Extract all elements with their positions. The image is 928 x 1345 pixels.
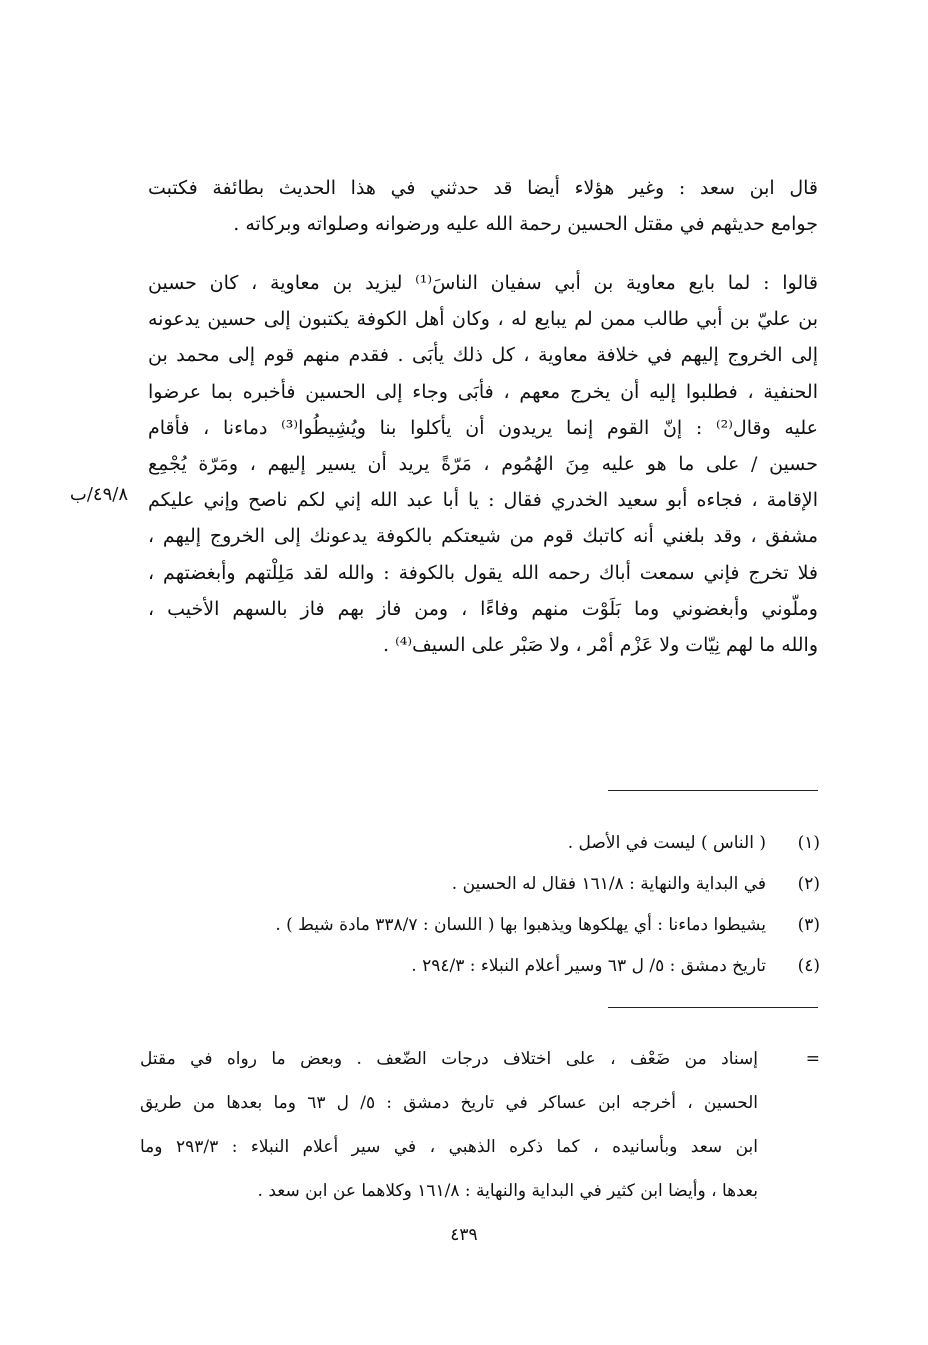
text-line: عليه وقال⁽²⁾ : إنّ القوم إنما يريدون أن يأكلوا بنا ويُشِيطُوا⁽³⁾ دماءنا ، فأقام <box>148 416 818 439</box>
continuation-mark: = <box>805 1049 820 1069</box>
manuscript-folio-note: ٤٩/٨/ب <box>69 484 128 505</box>
text-line: الحنفية ، فطلبوا إليه أن يخرج معهم ، فأبَى وجاء إلى الحسين فأخبره بما عرضوا <box>148 380 818 403</box>
text-line: جوامع حديثهم في مقتل الحسين رحمة الله عليه ورضوانه وصلواته وبركاته . <box>233 213 818 236</box>
text-line: فلا تخرج فإني سمعت أباك رحمه الله يقول بالكوفة : والله لقد مَلِلْتهم وأبغضتهم ، <box>148 561 818 584</box>
continued-note-text <box>140 1037 758 1213</box>
footnote-number: (٢) <box>797 874 820 894</box>
footnote-item <box>150 823 820 864</box>
text-line: والله ما لهم نِيّات ولا عَزْم أمْر ، ولا صَبْر على السيف⁽⁴⁾ . <box>383 634 818 657</box>
footnote-item <box>150 905 820 946</box>
footnote-item <box>150 946 820 987</box>
text-line: إلى الخروج إليهم في خلافة معاوية ، كل ذلك يأبَى . فقدم منهم قوم إلى محمد بن <box>148 344 818 367</box>
footnote-text: في البداية والنهاية : ١٦١/٨ فقال له الحسين . <box>451 874 766 894</box>
footnotes <box>150 823 820 987</box>
text-line: إسناد من ضَعْف ، على اختلاف درجات الضّعف . وبعض ما رواه في مقتل <box>140 1049 758 1069</box>
text-line: حسين / على ما هو عليه مِنَ الهُمُوم ، مَرّةً يريد أن يسير إليهم ، ومَرّة يُجْمِع <box>148 453 818 476</box>
text-line: قال ابن سعد : وغير هؤلاء أيضا قد حدثني في هذا الحديث بطائفة فكتبت <box>148 177 818 199</box>
text-line: الإقامة ، فجاءه أبو سعيد الخدري فقال : يا أبا عبد الله إني لكم ناصح وإني عليكم <box>148 489 818 512</box>
footnote-text: تاريخ دمشق : ٥/ ل ٦٣ وسير أعلام النبلاء : ٢٩٤/٣ . <box>411 956 766 976</box>
footnote-number: (١) <box>797 833 820 853</box>
text-line: مشفق ، وقد بلغني أنه كاتبك قوم من شيعتكم بالكوفة يدعونك إلى الخروج إليهم ، <box>148 525 818 548</box>
footnote-number: (٤) <box>797 956 820 976</box>
text-line: قالوا : لما بايع معاوية بن أبي سفيان الناسَ⁽¹⁾ ليزيد بن معاوية ، كان حسين <box>148 272 818 294</box>
text-line: وملّوني وأبغضوني وما بَلَوْت منهم وفاءًا ، ومن فاز بهم فاز بالسهم الأخيب ، <box>148 597 818 620</box>
intro-paragraph <box>148 170 818 242</box>
page-number: ٤٣٩ <box>450 1225 478 1245</box>
footnote-item <box>150 864 820 905</box>
text-line: بعدها ، وأيضا ابن كثير في البداية والنهاية : ١٦١/٨ وكلاهما عن ابن سعد . <box>257 1181 758 1201</box>
continued-note <box>140 1037 820 1213</box>
footnote-separator <box>608 790 818 791</box>
text-line: الحسين ، أخرجه ابن عساكر في تاريخ دمشق : ٥/ ل ٦٣ وما بعدها من طريق <box>140 1093 758 1113</box>
text-line: بن عليّ بن أبي طالب ممن لم يبايع له ، وكان أهل الكوفة يكتبون إلى حسين يدعونه <box>148 308 818 331</box>
footnote-text: ( الناس ) ليست في الأصل . <box>567 833 766 853</box>
text-line: ابن سعد وبأسانيده ، كما ذكره الذهبي ، في سير أعلام النبلاء : ٢٩٣/٣ وما <box>140 1137 758 1157</box>
footnote-number: (٣) <box>797 915 820 935</box>
main-paragraph <box>148 265 818 663</box>
footnote-text: يشيطوا دماءنا : أي يهلكوها ويذهبوا بها ( اللسان : ٣٣٨/٧ مادة شيط ) . <box>275 915 766 935</box>
continuation-separator <box>608 1007 818 1008</box>
